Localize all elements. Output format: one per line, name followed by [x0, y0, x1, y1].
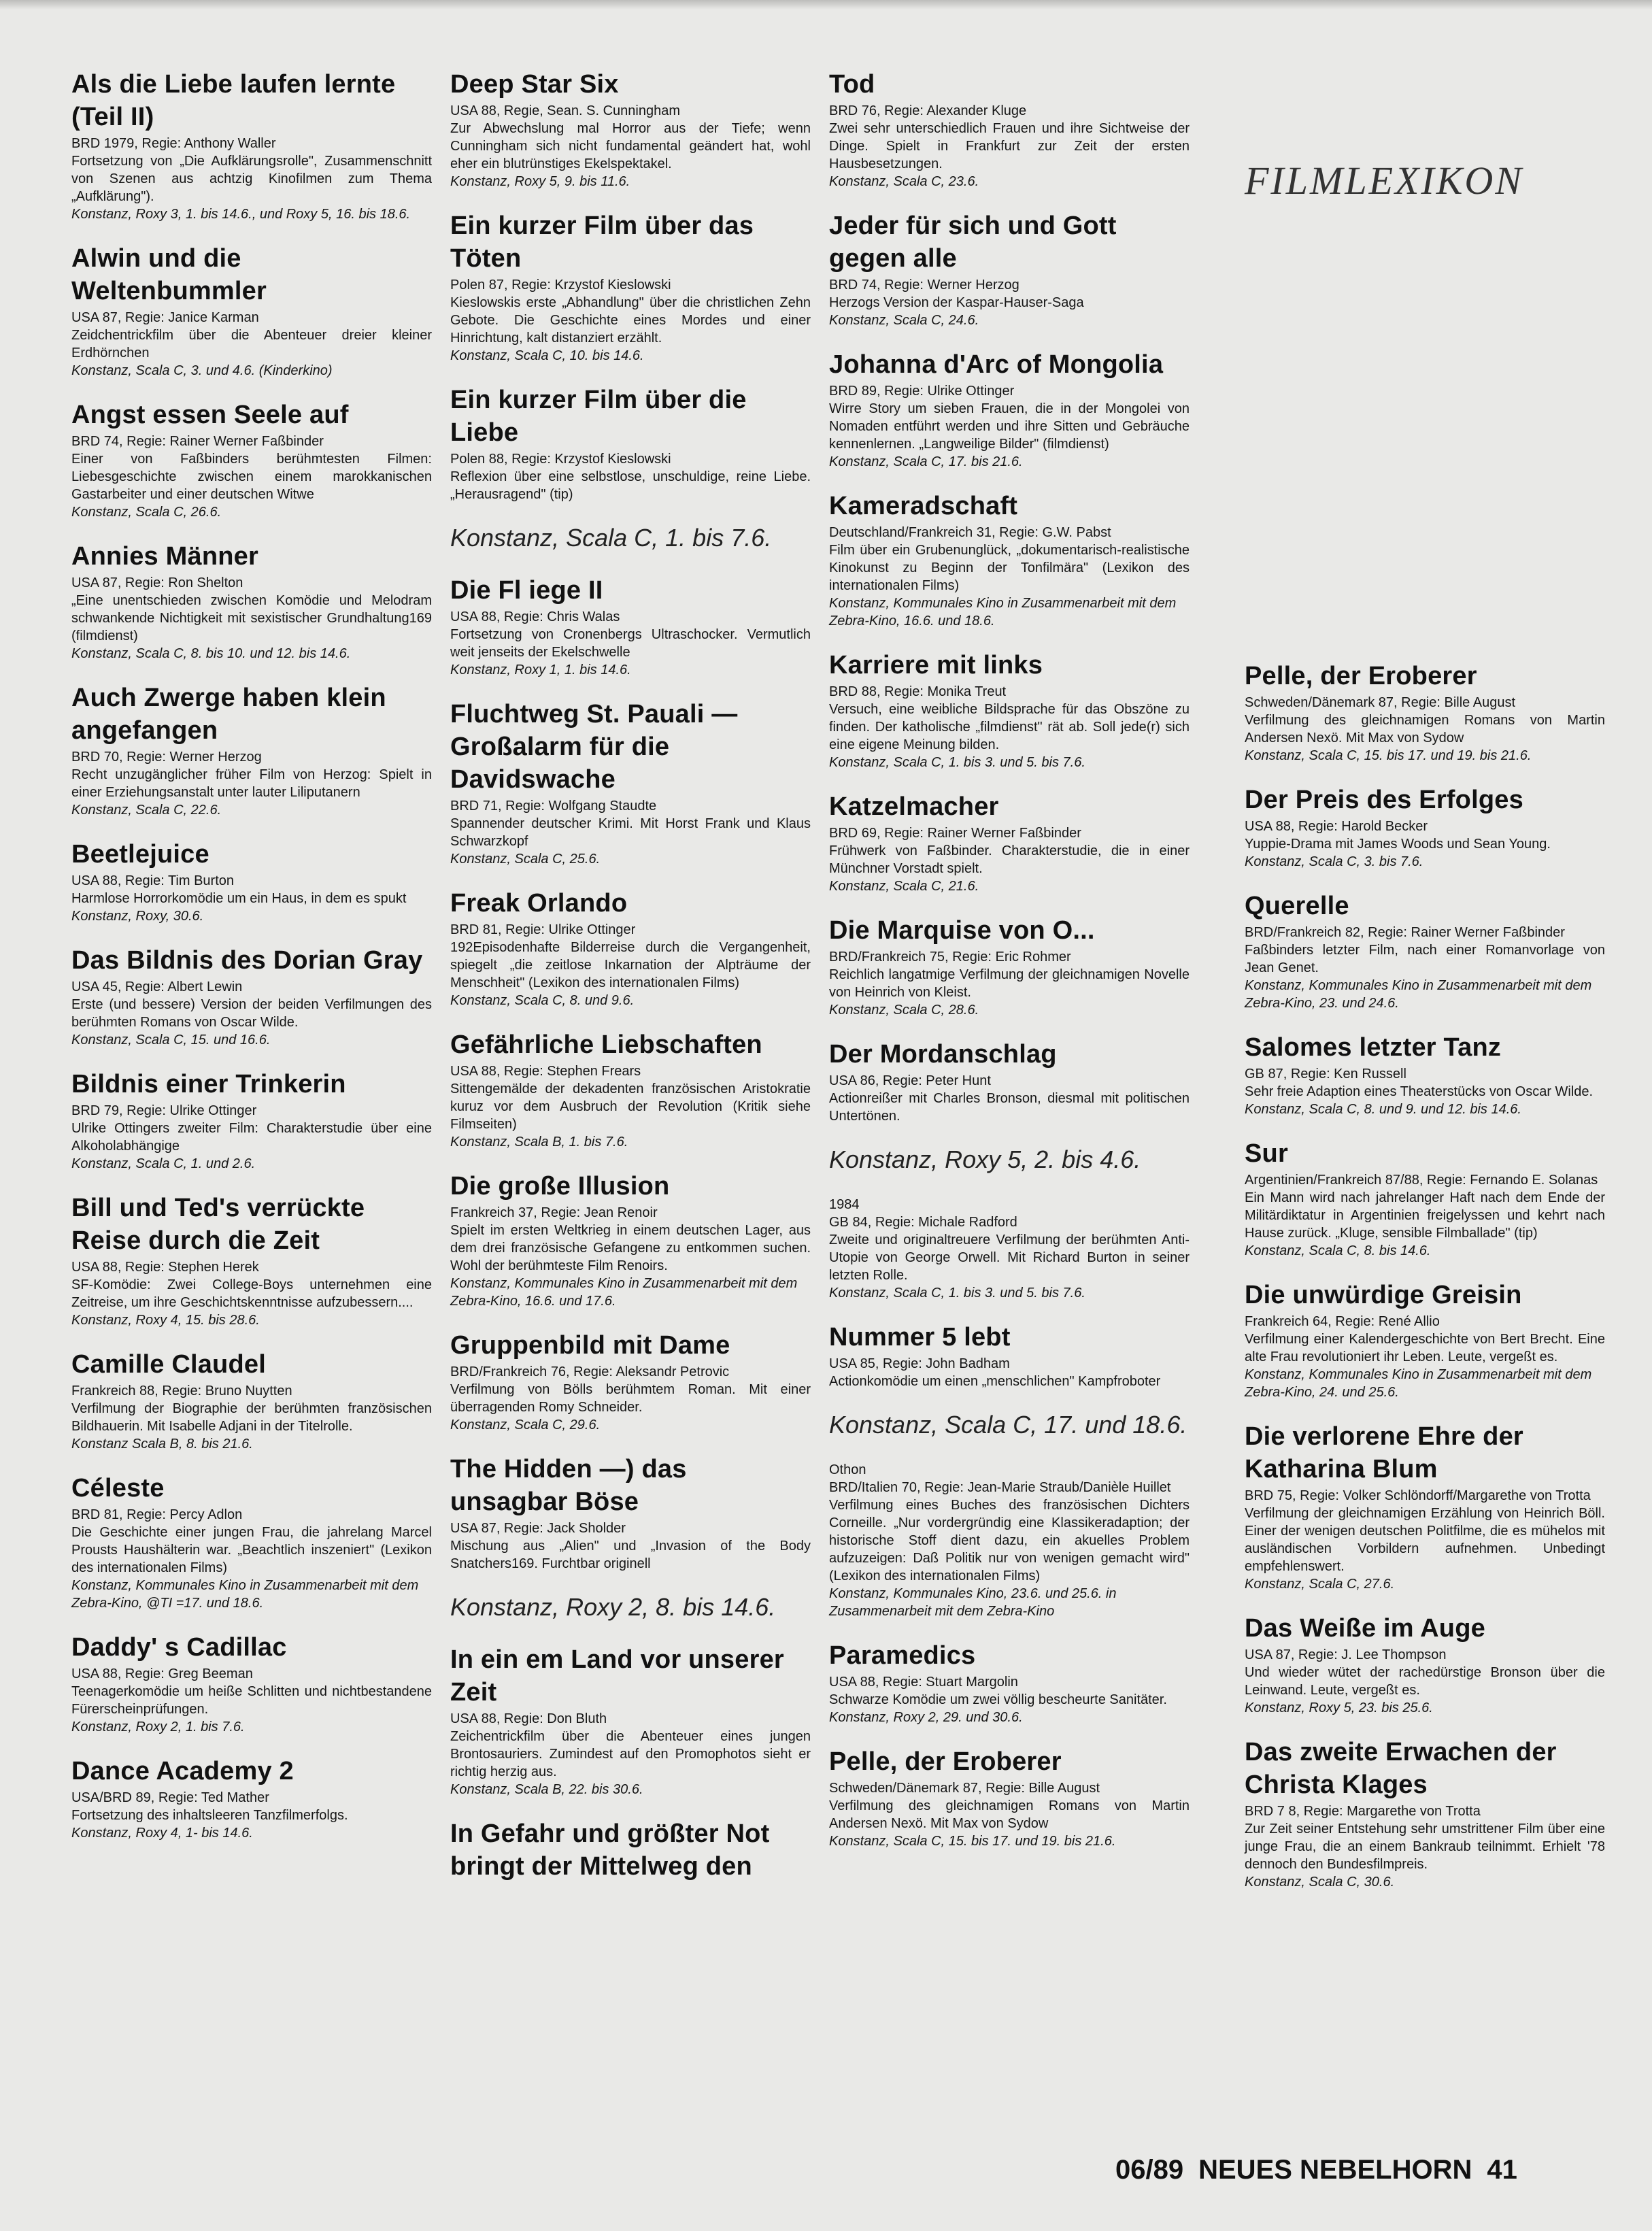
film-description: Verfilmung des gleichnamigen Romans von Martin Andersen Nexö. Mit Max von Sydow: [1245, 713, 1605, 745]
film-entry: [1245, 1137, 1605, 1260]
film-venue: Konstanz, Roxy 3, 1. bis 14.6., und Roxy 5, 16. bis 18.6.: [71, 207, 411, 222]
film-description: Frühwerk von Faßbinder. Charakterstudie, die in einer Münchner Vorstadt spielt.: [829, 843, 1190, 876]
film-title: Johanna d'Arc of Mongolia: [829, 350, 1164, 379]
film-entry: [450, 1329, 811, 1434]
film-description: Verfilmung des gleichnamigen Romans von Martin Andersen Nexö. Mit Max von Sydow: [829, 1798, 1190, 1831]
film-description: Fortsetzung von „Die Aufklärungsrolle", Zusammenschnitt von Szenen aus achtzig Kinofilmen zum Thema „Aufklärung").: [71, 154, 432, 204]
film-title: Der Mordanschlag: [829, 1040, 1057, 1069]
column-3: [829, 68, 1190, 1869]
film-title: Die unwürdige Greisin: [1245, 1281, 1522, 1309]
film-meta: BRD 81, Regie: Percy Adlon: [71, 1507, 243, 1522]
film-title: Jeder für sich und Gott gegen alle: [829, 212, 1117, 273]
film-meta: BRD/Frankreich 75, Regie: Eric Rohmer: [829, 950, 1071, 964]
film-meta: BRD 69, Regie: Rainer Werner Faßbinder: [829, 826, 1081, 841]
film-venue: Konstanz, Scala C, 3. bis 7.6.: [1245, 854, 1423, 869]
film-venue: Konstanz, Roxy 4, 1- bis 14.6.: [71, 1826, 253, 1841]
film-venue: Konstanz, Scala C, 17. bis 21.6.: [829, 454, 1023, 469]
film-description: Recht unzugänglicher früher Film von Herzog: Spielt in einer Erziehungsanstalt unter lauter Liliputanern: [71, 767, 432, 800]
film-meta: USA 88, Regie: Tim Burton: [71, 873, 235, 888]
film-entry: [829, 1321, 1190, 1390]
film-entry: [829, 1196, 1190, 1302]
film-meta: BRD 74, Regie: Rainer Werner Faßbinder: [71, 434, 324, 449]
film-meta: BRD/Frankreich 76, Regie: Aleksandr Petrovic: [450, 1364, 730, 1379]
film-description: Reichlich langatmige Verfilmung der gleichnamigen Novelle von Heinrich von Kleist.: [829, 967, 1190, 1000]
issue-number: 06/89: [1115, 2155, 1184, 2185]
film-entry: [71, 944, 432, 1049]
film-entry: [1245, 1736, 1605, 1891]
page-edge: [0, 0, 1652, 10]
film-venue: Konstanz, Roxy 5, 23. bis 25.6.: [1245, 1700, 1433, 1715]
film-title: Das Weiße im Auge: [1245, 1614, 1485, 1643]
film-meta: USA 88, Regie: Harold Becker: [1245, 819, 1428, 834]
film-meta: USA 88, Regie: Stephen Herek: [71, 1260, 259, 1275]
film-meta: Argentinien/Frankreich 87/88, Regie: Fernando E. Solanas: [1245, 1173, 1598, 1188]
film-description: SF-Komödie: Zwei College-Boys unternehmen eine Zeitreise, um ihre Geschichtskenntnisse aufzubessern....: [71, 1277, 432, 1310]
film-venue: Konstanz, Roxy 4, 15. bis 28.6.: [71, 1313, 260, 1328]
film-entry: [450, 384, 811, 503]
film-venue: Konstanz, Scala B, 1. bis 7.6.: [450, 1135, 628, 1150]
film-description: Herzogs Version der Kaspar-Hauser-Saga: [829, 295, 1084, 310]
film-meta: USA 87, Regie: Janice Karman: [71, 310, 259, 325]
film-title: Der Preis des Erfolges: [1245, 786, 1523, 814]
venue-highlight: Konstanz, Roxy 2, 8. bis 14.6.: [450, 1593, 776, 1621]
film-meta: Schweden/Dänemark 87, Regie: Bille August: [1245, 695, 1516, 710]
film-description: Verfilmung einer Kalendergeschichte von Bert Brecht. Eine alte Frau revolutioniert ihr Leben. Leute, vergeßt es.: [1245, 1332, 1605, 1364]
film-venue: Konstanz, Scala C, 8. und 9. und 12. bis 14.6.: [1245, 1102, 1521, 1117]
film-description: Ein Mann wird nach jahrelanger Haft nach dem Ende der Militärdiktatur in Argentinien freigelyssen und kehrt nach Hause zurück. „Kluge, sensible Filmballade" (tip): [1245, 1190, 1605, 1241]
film-meta: USA/BRD 89, Regie: Ted Mather: [71, 1790, 269, 1805]
film-meta: BRD 76, Regie: Alexander Kluge: [829, 103, 1027, 118]
film-venue: Konstanz, Scala C, 8. bis 14.6.: [1245, 1243, 1431, 1258]
film-entry: [450, 1028, 811, 1151]
film-title: Tod: [829, 70, 875, 99]
film-description: Fortsetzung des inhaltsleeren Tanzfilmerfolgs.: [71, 1808, 348, 1823]
film-title: Pelle, der Eroberer: [1245, 662, 1477, 690]
film-meta: BRD 88, Regie: Monika Treut: [829, 684, 1007, 699]
film-description: Spannender deutscher Krimi. Mit Horst Frank und Klaus Schwarzkopf: [450, 816, 811, 849]
film-entry: [71, 68, 432, 223]
film-meta: Frankreich 88, Regie: Bruno Nuytten: [71, 1383, 292, 1398]
film-description: Reflexion über eine selbstlose, unschuldige, reine Liebe. „Herausragend" (tip): [450, 469, 811, 502]
film-description: Die Geschichte einer jungen Frau, die jahrelang Marcel Prousts Haushälterin war. „Beachtlich inszeniert" (Lexikon des internationalen Films): [71, 1525, 432, 1575]
film-venue: Konstanz, Kommunales Kino, 23.6. und 25.6. in Zusammenarbeit mit dem Zebra-Kino: [829, 1586, 1117, 1619]
column-2: [450, 68, 811, 1902]
film-entry: [1245, 660, 1605, 765]
film-entry: [829, 348, 1190, 471]
film-venue: Konstanz, Scala C, 1. bis 3. und 5. bis 7.6.: [829, 755, 1085, 770]
film-venue: Konstanz, Roxy 2, 29. und 30.6.: [829, 1710, 1023, 1725]
film-title-small: Othon: [829, 1462, 866, 1477]
film-meta: BRD 81, Regie: Ulrike Ottinger: [450, 922, 636, 937]
film-venue: Konstanz, Scala C, 24.6.: [829, 313, 979, 328]
film-description: Actionreißer mit Charles Bronson, diesmal mit politischen Untertönen.: [829, 1091, 1190, 1124]
film-description: Zweite und originaltreuere Verfilmung der berühmten Anti-Utopie von George Orwell. Mit Richard Burton in seiner letzten Rolle.: [829, 1232, 1190, 1283]
film-title: Salomes letzter Tanz: [1245, 1033, 1502, 1062]
film-entry: [71, 1192, 432, 1329]
film-venue: Konstanz, Scala C, 27.6.: [1245, 1577, 1395, 1592]
film-description: Mischung aus „Alien" und „Invasion of the Body Snatchers169. Furchtbar originell: [450, 1539, 811, 1571]
film-entry: [71, 682, 432, 819]
film-entry: [71, 242, 432, 380]
film-entry: [450, 1453, 811, 1573]
film-entry: [1245, 1420, 1605, 1593]
film-entry: [829, 490, 1190, 630]
film-meta: BRD 75, Regie: Volker Schlöndorff/Margarethe von Trotta: [1245, 1488, 1591, 1503]
film-title: Karriere mit links: [829, 651, 1043, 680]
film-meta: BRD 1979, Regie: Anthony Waller: [71, 136, 276, 151]
film-title: Sur: [1245, 1139, 1288, 1168]
venue-highlight: Konstanz, Scala C, 17. und 18.6.: [829, 1411, 1187, 1439]
film-entry: [829, 790, 1190, 895]
film-title: Bildnis einer Trinkerin: [71, 1070, 346, 1098]
film-meta: GB 84, Regie: Michale Radford: [829, 1215, 1017, 1230]
film-title: In Gefahr und größter Not bringt der Mittelweg den: [450, 1819, 770, 1881]
film-meta: USA 87, Regie: J. Lee Thompson: [1245, 1647, 1447, 1662]
film-entry: [71, 1348, 432, 1453]
film-description: Sittengemälde der dekadenten französischen Aristokratie kuruz vor dem Ausbruch der Revolution (Kritik siehe Filmseiten): [450, 1081, 811, 1132]
film-meta: BRD 79, Regie: Ulrike Ottinger: [71, 1103, 257, 1118]
film-entry: [71, 1068, 432, 1173]
film-venue: Konstanz, Scala C, 15. bis 17. und 19. bis 21.6.: [1245, 748, 1532, 763]
film-venue: Konstanz, Kommunales Kino in Zusammenarbeit mit dem Zebra-Kino, 23. und 24.6.: [1245, 978, 1592, 1011]
film-title: Auch Zwerge haben klein angefangen: [71, 684, 386, 745]
film-venue: Konstanz, Scala C, 1. bis 3. und 5. bis 7.6.: [829, 1286, 1085, 1301]
film-venue: Konstanz, Scala C, 3. und 4.6. (Kinderkino): [71, 363, 333, 378]
film-entry: [450, 1817, 811, 1883]
venue-highlight: Konstanz, Roxy 5, 2. bis 4.6.: [829, 1145, 1141, 1173]
film-description: Film über ein Grubenunglück, „dokumentarisch-realistische Kinokunst zu Beginn der Tonfilmära" (Lexikon des internationalen Films): [829, 543, 1190, 593]
film-entry: [829, 649, 1190, 771]
film-description: Faßbinders letzter Film, nach einer Romanvorlage von Jean Genet.: [1245, 943, 1605, 975]
film-description: Einer von Faßbinders berühmtesten Filmen: Liebesgeschichte zwischen einem marokkanischen Gastarbeiter und einer deutschen Witwe: [71, 452, 432, 502]
venue-highlight: Konstanz, Scala C, 1. bis 7.6.: [450, 524, 772, 552]
film-venue: Konstanz, Scala B, 22. bis 30.6.: [450, 1782, 643, 1797]
film-meta: GB 87, Regie: Ken Russell: [1245, 1067, 1406, 1081]
film-description: Fortsetzung von Cronenbergs Ultraschocker. Vermutlich weit jenseits der Ekelschwelle: [450, 627, 811, 660]
section-title: FILMLEXIKON: [1245, 158, 1523, 203]
film-venue: Konstanz, Kommunales Kino in Zusammenarbeit mit dem Zebra-Kino, 24. und 25.6.: [1245, 1367, 1592, 1400]
film-description: Erste (und bessere) Version der beiden Verfilmungen des berühmten Romans von Oscar Wilde.: [71, 997, 432, 1030]
page-footer: [1115, 2155, 1532, 2185]
film-entry: [829, 1639, 1190, 1726]
film-meta: USA 88, Regie: Stuart Margolin: [829, 1675, 1018, 1690]
film-description: Zur Zeit seiner Entstehung sehr umstrittener Film über eine junge Frau, die an einem Bankraub teilnimmt. Erhielt '78 dennoch den Bundesfilmpreis.: [1245, 1822, 1605, 1872]
film-description: Teenagerkomödie um heiße Schlitten und nichtbestandene Fürerscheinprüfungen.: [71, 1684, 432, 1717]
film-venue: Konstanz, Scala C, 10. bis 14.6.: [450, 348, 644, 363]
film-meta: USA 85, Regie: John Badham: [829, 1356, 1010, 1371]
film-description: 192Episodenhafte Bilderreise durch die Vergangenheit, spiegelt „die zeitlose Inkarnation der Alpträume der Menschheit" (Lexikon des internationalen Films): [450, 940, 811, 990]
film-description: Zeichentrickfilm über die Abenteuer eines jungen Brontosauriers. Zumindest auf den Promophotos sieht er richtig herzig aus.: [450, 1729, 811, 1779]
film-meta: Deutschland/Frankreich 31, Regie: G.W. Pabst: [829, 525, 1111, 540]
film-meta: BRD/Italien 70, Regie: Jean-Marie Straub/Danièle Huillet: [829, 1480, 1171, 1495]
film-title: Gruppenbild mit Dame: [450, 1331, 730, 1360]
film-meta: Schweden/Dänemark 87, Regie: Bille August: [829, 1781, 1100, 1796]
film-entry: [829, 914, 1190, 1019]
film-title: Die Marquise von O...: [829, 916, 1095, 945]
film-meta: USA 88, Regie: Greg Beeman: [71, 1666, 253, 1681]
film-venue: Konstanz, Roxy 5, 9. bis 11.6.: [450, 174, 630, 189]
film-entry: [829, 1038, 1190, 1125]
film-title: Die große Illusion: [450, 1172, 670, 1201]
film-entry: [829, 1745, 1190, 1850]
film-entry: [1245, 784, 1605, 871]
film-venue: Konstanz, Kommunales Kino in Zusammenarbeit mit dem Zebra-Kino, 16.6. und 18.6.: [829, 596, 1177, 628]
film-title: Paramedics: [829, 1641, 976, 1670]
film-entry: [71, 540, 432, 662]
film-title: Ein kurzer Film über das Töten: [450, 212, 754, 273]
film-title: Bill und Ted's verrückte Reise durch die Zeit: [71, 1194, 365, 1255]
film-description: Schwarze Komödie um zwei völlig bescheurte Sanitäter.: [829, 1692, 1167, 1707]
film-title: Camille Claudel: [71, 1350, 266, 1379]
film-venue: Konstanz, Roxy, 30.6.: [71, 909, 204, 924]
film-venue: Konstanz Scala B, 8. bis 21.6.: [71, 1437, 253, 1452]
film-title: Querelle: [1245, 892, 1349, 920]
film-title: Als die Liebe laufen lernte (Teil II): [71, 70, 396, 131]
film-meta: USA 86, Regie: Peter Hunt: [829, 1073, 991, 1088]
film-meta: BRD 89, Regie: Ulrike Ottinger: [829, 384, 1015, 399]
film-venue: Konstanz, Scala C, 29.6.: [450, 1418, 601, 1432]
film-title: In ein em Land vor unserer Zeit: [450, 1645, 784, 1707]
film-description: Actionkomödie um einen „menschlichen" Kampfroboter: [829, 1374, 1161, 1389]
film-venue: Konstanz, Scala C, 22.6.: [71, 803, 222, 818]
page-number: 41: [1487, 2155, 1517, 2185]
film-description: Verfilmung der Biographie der berühmten französischen Bildhauerin. Mit Isabelle Adjani in der Titelrolle.: [71, 1401, 432, 1434]
film-entry: [71, 1631, 432, 1736]
film-title: Katzelmacher: [829, 792, 999, 821]
film-entry: [1245, 890, 1605, 1012]
film-description: Zeidchentrickfilm über die Abenteuer dreier kleiner Erdhörnchen: [71, 328, 432, 360]
film-meta: USA 88, Regie: Chris Walas: [450, 609, 620, 624]
film-title: Angst essen Seele auf: [71, 401, 349, 429]
film-title: Kameradschaft: [829, 492, 1018, 520]
film-venue: Konstanz, Scala C, 8. bis 10. und 12. bis 14.6.: [71, 646, 351, 661]
film-title: Beetlejuice: [71, 840, 209, 869]
film-title: Das zweite Erwachen der Christa Klages: [1245, 1738, 1557, 1799]
film-title: Die Fl iege II: [450, 576, 603, 605]
film-entry: [1245, 1031, 1605, 1118]
film-entry: [450, 887, 811, 1009]
film-meta: BRD 71, Regie: Wolfgang Staudte: [450, 799, 657, 813]
film-entry: [71, 1472, 432, 1612]
film-entry: [1245, 1279, 1605, 1401]
film-title: The Hidden —) das unsagbar Böse: [450, 1455, 687, 1516]
film-venue: Konstanz, Kommunales Kino in Zusammenarbeit mit dem Zebra-Kino, @TI =17. und 18.6.: [71, 1578, 419, 1611]
film-venue: Konstanz, Scala C, 25.6.: [450, 852, 601, 867]
film-meta: USA 87, Regie: Jack Sholder: [450, 1521, 626, 1536]
film-title: Deep Star Six: [450, 70, 619, 99]
film-entry: [450, 1643, 811, 1798]
film-meta: BRD 7 8, Regie: Margarethe von Trotta: [1245, 1804, 1481, 1819]
film-venue: Konstanz, Kommunales Kino in Zusammenarbeit mit dem Zebra-Kino, 16.6. und 17.6.: [450, 1276, 798, 1309]
film-description: Verfilmung von Bölls berühmtem Roman. Mit einer überragenden Romy Schneider.: [450, 1382, 811, 1415]
film-description: Verfilmung eines Buches des französischen Dichters Corneille. „Nur vordergründig eine Klassikeradaption; der historische Stoff dient dazu, ein akuelles Problem aufzuzeigen: Daß Politik nur von wenigen gemacht wird" (Lexikon des internationalen Films): [829, 1498, 1190, 1583]
film-venue: Konstanz, Scala C, 30.6.: [1245, 1875, 1395, 1890]
film-entry: [71, 1755, 432, 1842]
film-venue: Konstanz, Scala C, 1. und 2.6.: [71, 1156, 256, 1171]
film-description: Sehr freie Adaption eines Theaterstücks von Oscar Wilde.: [1245, 1084, 1594, 1099]
film-venue: Konstanz, Scala C, 28.6.: [829, 1003, 979, 1018]
film-description: Zwei sehr unterschiedlich Frauen und ihre Sichtweise der Dinge. Spielt in Frankfurt zur Zeit der ersten Hausbesetzungen.: [829, 121, 1190, 171]
magazine-name: NEUES NEBELHORN: [1198, 2155, 1472, 2185]
film-title: Gefährliche Liebschaften: [450, 1030, 762, 1059]
film-title: Das Bildnis des Dorian Gray: [71, 946, 423, 975]
column-1: [71, 68, 432, 1861]
film-meta: Frankreich 64, Regie: René Allio: [1245, 1314, 1440, 1329]
film-description: Kieslowskis erste „Abhandlung" über die christlichen Zehn Gebote. Die Geschichte eines Mordes und einer Hinrichtung, kalt distanziert erzählt.: [450, 295, 811, 346]
film-venue: Konstanz, Roxy 1, 1. bis 14.6.: [450, 662, 631, 677]
film-description: Wirre Story um sieben Frauen, die in der Mongolei von Nomaden entführt werden und ihre Sitten und Gebräuche kennenlernen. „Langweilige Bilder" (filmdienst): [829, 401, 1190, 452]
film-description: „Eine unentschieden zwischen Komödie und Melodram schwankende Nichtigkeit mit sexistischer Grundhaltung169 (filmdienst): [71, 593, 432, 643]
film-meta: Polen 88, Regie: Krzystof Kieslowski: [450, 452, 671, 467]
film-title: Ein kurzer Film über die Liebe: [450, 386, 747, 447]
film-description: Versuch, eine weibliche Bildsprache für das Obszöne zu finden. Der katholische „filmdienst" rät ab. Soll jede(r) sich eine eigene Meinung bilden.: [829, 702, 1190, 752]
film-title: Fluchtweg St. Pauali — Großalarm für die Davidswache: [450, 700, 738, 794]
film-title: Dance Academy 2: [71, 1757, 294, 1785]
film-meta: USA 88, Regie, Sean. S. Cunningham: [450, 103, 680, 118]
film-venue: Konstanz, Scala C, 15. und 16.6.: [71, 1033, 271, 1047]
film-entry: [71, 399, 432, 521]
film-entry: [1245, 1612, 1605, 1717]
film-meta: BRD 74, Regie: Werner Herzog: [829, 278, 1019, 292]
film-entry: [829, 209, 1190, 329]
film-description: Zur Abwechslung mal Horror aus der Tiefe; wenn Cunningham sich nicht fundamental geändert hat, wohl eher ein blutrünstiges Ekelspektakel.: [450, 121, 811, 171]
film-description: Harmlose Horrorkomödie um ein Haus, in dem es spukt: [71, 891, 407, 906]
film-title: Nummer 5 lebt: [829, 1323, 1011, 1352]
film-meta: USA 45, Regie: Albert Lewin: [71, 979, 243, 994]
film-venue: Konstanz, Scala C, 15. bis 17. und 19. bis 21.6.: [829, 1834, 1116, 1849]
film-entry: [829, 68, 1190, 190]
film-title: Céleste: [71, 1474, 165, 1503]
film-entry: [450, 698, 811, 868]
film-entry: [450, 1170, 811, 1310]
film-description: Verfilmung der gleichnamigen Erzählung von Heinrich Böll. Einer der wenigen deutschen Politfilme, die es mühelos mit ausländischen Vorbildern aufnehmen. Unbedingt empfehlenswert.: [1245, 1506, 1605, 1574]
film-title-small: 1984: [829, 1197, 860, 1212]
film-venue: Konstanz, Scala C, 8. und 9.6.: [450, 993, 635, 1008]
film-title: Alwin und die Weltenbummler: [71, 244, 267, 305]
film-entry: [450, 209, 811, 365]
film-meta: USA 88, Regie: Don Bluth: [450, 1711, 607, 1726]
film-description: Und wieder wütet der rachedürstige Bronson über die Leinwand. Leute, vergeßt es.: [1245, 1665, 1605, 1698]
film-venue: Konstanz, Scala C, 21.6.: [829, 879, 979, 894]
column-4: [1245, 660, 1605, 1910]
film-entry: [450, 574, 811, 679]
film-meta: Frankreich 37, Regie: Jean Renoir: [450, 1205, 658, 1220]
film-entry: [829, 1461, 1190, 1620]
film-description: Spielt im ersten Weltkrieg in einem deutschen Lager, aus dem drei französische Gefangene zu entkommen suchen. Wohl der berühmteste Film Renoirs.: [450, 1223, 811, 1273]
film-meta: Polen 87, Regie: Krzystof Kieslowski: [450, 278, 671, 292]
film-venue: Konstanz, Roxy 2, 1. bis 7.6.: [71, 1720, 245, 1734]
film-entry: [71, 838, 432, 925]
film-title: Daddy' s Cadillac: [71, 1633, 287, 1662]
film-title: Annies Männer: [71, 542, 258, 571]
film-meta: USA 88, Regie: Stephen Frears: [450, 1064, 641, 1079]
film-title: Pelle, der Eroberer: [829, 1747, 1062, 1776]
film-venue: Konstanz, Scala C, 26.6.: [71, 505, 222, 520]
film-meta: USA 87, Regie: Ron Shelton: [71, 575, 243, 590]
film-title: Freak Orlando: [450, 889, 628, 918]
film-venue: Konstanz, Scala C, 23.6.: [829, 174, 979, 189]
film-title: Die verlorene Ehre der Katharina Blum: [1245, 1422, 1523, 1483]
film-description: Ulrike Ottingers zweiter Film: Charakterstudie über eine Alkoholabhängige: [71, 1121, 432, 1154]
film-meta: BRD/Frankreich 82, Regie: Rainer Werner Faßbinder: [1245, 925, 1565, 940]
film-description: Yuppie-Drama mit James Woods und Sean Young.: [1245, 837, 1551, 852]
film-meta: BRD 70, Regie: Werner Herzog: [71, 750, 262, 765]
film-entry: [450, 68, 811, 190]
